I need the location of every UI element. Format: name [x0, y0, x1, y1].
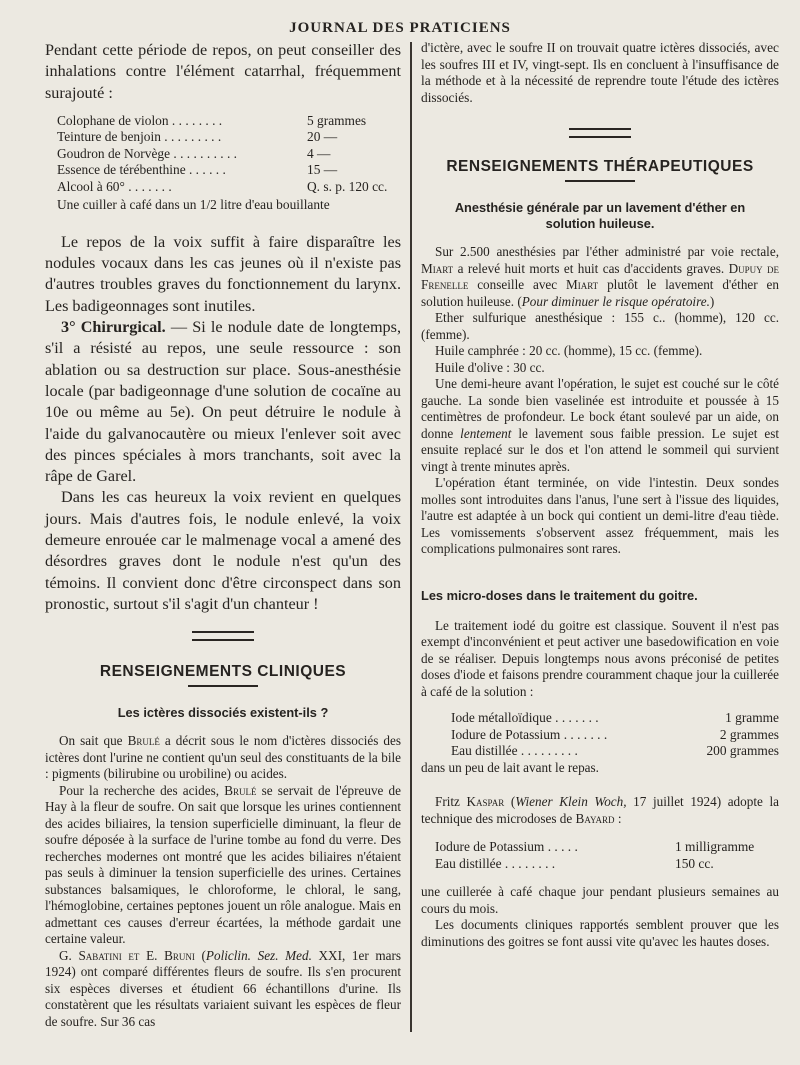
ingredient-name: Eau distillée: [435, 855, 502, 871]
ingredient-qty: 150 cc.: [675, 855, 714, 871]
recipe-row: Essence de térébenthine . . . . . . 15 —: [45, 162, 401, 179]
section-ornament: [192, 631, 254, 641]
journal-header: JOURNAL DES PRATICIENS: [289, 20, 511, 36]
paragraph-chirurgical: [45, 317, 401, 487]
recipe-row: Goudron de Norvège . . . . . . . . . . 4 —: [45, 146, 401, 163]
section-underline: [565, 180, 635, 182]
ingredient-qty: 5 grammes: [307, 112, 367, 128]
ingredient-qty: 15 —: [307, 162, 338, 178]
recipe-note: dans un peu de lait avant le repas.: [421, 759, 599, 775]
article-paragraph: une cuillerée à café chaque jour pendant plusieurs semaines au cours du mois.: [421, 884, 779, 916]
chirurgical-heading: 3° Chirurgical.: [61, 318, 166, 337]
author-name: Bayard: [575, 810, 615, 826]
ingredient-name: Colophane de violon: [57, 112, 169, 128]
ingredient-name: Iodure de Potassium: [435, 839, 545, 854]
section-ornament: [569, 128, 631, 138]
intro-paragraph: Pendant cette période de repos, on peut conseiller des inhalations contre l'élément catarrhal, fréquemment surajouté :: [45, 41, 401, 102]
recipe-row: Iodure de Potassium . . . . . . . 2 grammes: [451, 726, 779, 742]
left-column: [45, 40, 401, 1030]
journal-name: Wiener Klein Woch,: [515, 794, 627, 809]
ingredient-name: Iode métalloïdique: [451, 710, 552, 725]
column-divider: [410, 42, 412, 1032]
author-name: Brulé: [224, 782, 257, 798]
chirurgical-body: — Si le nodule date de longtemps, s'il a résisté au repos, une seule ressource : son ablation ou sa destruction sur place. Sous-anesthésie locale (par badigeonnage d'une solution de cocaïne au 10e ou même au 5e). On peut détruire le nodule à l'aide du galvanocautère ou mieux l'enlever soit avec des pinces spéciales à mors tranchants, soit avec la râpe de Garel.: [45, 318, 401, 486]
recipe-note: Une cuiller à café dans un 1/2 litre d'eau bouillante: [57, 197, 330, 213]
ingredient-name: Alcool à 60°: [57, 178, 125, 194]
huile-camphree-dose: Huile camphrée : 20 cc. (homme), 15 cc. (femme).: [435, 343, 703, 358]
right-column: [421, 40, 779, 950]
ether-dose: Ether sulfurique anesthésique : 155 c.. (homme), 120 cc. (femme).: [421, 310, 779, 342]
journal-name: Policlin. Sez. Med.: [205, 947, 312, 963]
ingredient-qty: Q. s. p. 120 cc.: [307, 178, 388, 194]
ingredient-qty: 2 grammes: [719, 726, 779, 742]
paragraph-pronostic: Dans les cas heureux la voix revient en quelques jours. Mais d'autres fois, le nodule enlevé, la voix demeure enrouée car le malmenage vocal a amené des désordres graves dont le nodule n'est qu'un des témoins. Il convient donc d'être circonspect dans son pronostic, surtout s'il s'agit d'un chanteur !: [45, 488, 401, 613]
ingredient-qty: 20 —: [307, 129, 338, 145]
ingredient-name: Essence de térébenthine: [57, 162, 186, 178]
article-paragraph: Le traitement iodé du goitre est classique. Souvent il n'est pas exempt d'inconvénient et peut activer une basedowification en voie de se réaliser. Depuis longtemps nous avons préconisé de petites doses d'iode et faisons prendre couramment chaque jour la cuillerée à café de la solution :: [421, 617, 779, 699]
recipe-row: Iode métalloïdique . . . . . . . 1 gramme: [451, 710, 779, 725]
recipe-row: Teinture de benjoin . . . . . . . . . 20 —: [45, 129, 401, 146]
author-names: G. Sabatini et E. Bruni: [59, 947, 195, 963]
author-name: Brulé: [127, 733, 160, 749]
continued-paragraph: d'ictère, avec le soufre II on trouvait quatre ictères dissociés, avec les soufres III et IV, vingt-sept. Ils en concluent à l'insuffisance de la méthode et à la nécessité de reprendre toute l'étude des ictères dissociés.: [421, 40, 779, 105]
huile-olive-dose: Huile d'olive : 30 cc.: [435, 359, 545, 375]
recipe-row: Eau distillée . . . . . . . . 150 cc.: [421, 856, 779, 873]
article-title-icteres: Les ictères dissociés existent-ils ?: [117, 705, 329, 721]
article-paragraph: Fritz Kaspar (Wiener Klein Woch, 17 juillet 1924) adopte la technique des microdoses de Bayard :: [421, 794, 779, 826]
ingredient-name: Eau distillée: [451, 743, 518, 758]
section-title-therapeutiques: RENSEIGNEMENTS THÉRAPEUTIQUES: [446, 158, 754, 175]
section-underline: [188, 685, 258, 687]
ingredient-name: Iodure de Potassium: [451, 726, 561, 742]
section-title-cliniques: RENSEIGNEMENTS CLINIQUES: [99, 663, 347, 681]
recipe-row: Alcool à 60° . . . . . . . Q. s. p. 120 cc.: [45, 179, 401, 196]
inhalation-recipe: [45, 113, 401, 196]
paragraph-repos: Le repos de la voix suffit à faire disparaître les nodules vocaux dans les cas jeunes où il n'existe pas d'autres troubles graves du fonctionnement du larynx. Les badigeonnages sont inutiles.: [45, 232, 401, 315]
microdose-recipe: [421, 839, 779, 872]
ingredient-name: Teinture de benjoin: [57, 129, 161, 145]
article-paragraph: Les documents cliniques rapportés semblent prouver que les diminutions des goitres se font aussi vite qu'avec les hautes doses.: [421, 917, 779, 949]
ingredient-qty: 200 grammes: [706, 743, 779, 758]
article-paragraph: Sur 2.500 anesthésies par l'éther administré par voie rectale, Miart a relevé huit morts et huit cas d'accidents graves. Dupuy de Frenelle conseille avec Miart plutôt le lavement d'éther en solution huileuse. (Pour diminuer le risque opératoire.): [421, 244, 780, 309]
article-paragraph: Une demi-heure avant l'opération, le sujet est couché sur le côté gauche. La sonde bien vaselinée est introduite et poussée à 15 centimètres de profondeur. Le bock étant soulevé par un aide, on donne lentement le lavement sous faible pression. Le sujet est ensuite replacé sur le dos et l'on attend le sommeil qui survient vingt à trente minutes après.: [421, 376, 779, 474]
article-paragraph: On sait que Brulé a décrit sous le nom d'ictères dissociés des ictères dont l'urine ne contient qu'un seul des constituants de la bile : pigments (bilirubine ou urobiline) ou acides.: [45, 733, 401, 782]
author-name: Dupuy de Frenelle: [421, 260, 780, 292]
ingredient-qty: 1 gramme: [725, 710, 779, 725]
author-name: Miart: [566, 277, 599, 292]
ingredient-qty: 1 milligramme: [675, 839, 755, 854]
ingredient-qty: 4 —: [307, 145, 331, 161]
iodine-recipe: [421, 710, 779, 760]
author-name: Kaspar: [466, 794, 505, 809]
recipe-row: Colophane de violon . . . . . . . . 5 grammes: [45, 113, 401, 130]
article-paragraph: Pour la recherche des acides, Brulé se servait de l'épreuve de Hay à la fleur de soufre. On sait que lorsque les urines contiennent des acides biliaires, la tension superficielle diminuant, la fleur de soufre déposée à la surface de l'urine tombe au fond du verre. Des recherches modernes ont montré que les acides biliaires n'étaient pas seuls à diminuer la tension superficielle des urines. Certaines substances balsamiques, le chloroforme, le chloral, le sang, l'hémoglobine, certaines peptones jouent un rôle analogue. Mais en admettant ces causes d'erreur écartées, la méthode gardait une certaine valeur.: [45, 782, 401, 947]
ingredient-name: Goudron de Norvège: [57, 145, 171, 161]
article-title-micro-doses: Les micro-doses dans le traitement du goitre.: [421, 587, 698, 603]
article-paragraph: L'opération étant terminée, on vide l'intestin. Deux sondes molles sont introduites dans l'anus, l'une sert à l'issue des liquides, l'autre est adaptée à un bock qui contient un demi-litre d'eau tiède. Les vomissements s'observent assez fréquemment, mais les complications pulmonaires sont rares.: [421, 475, 779, 556]
recipe-row: Eau distillée . . . . . . . . . 200 grammes: [451, 743, 779, 758]
article-paragraph: G. Sabatini et E. Bruni (Policlin. Sez. Med. XXI, 1er mars 1924) ont comparé différentes fleurs de soufre. Ils s'en procurent six espèces diverses et étudient 66 échantillons d'urine. Ils constatèrent que les résultats variaient suivant les espèces de fleur de soufre. Sur 36 cas: [45, 947, 402, 1029]
article-title-anesthesie: Anesthésie générale par un lavement d'éther en solution huileuse.: [454, 200, 746, 231]
recipe-row: Iodure de Potassium . . . . . 1 milligramme: [421, 839, 779, 856]
author-name: Miart: [421, 260, 454, 276]
